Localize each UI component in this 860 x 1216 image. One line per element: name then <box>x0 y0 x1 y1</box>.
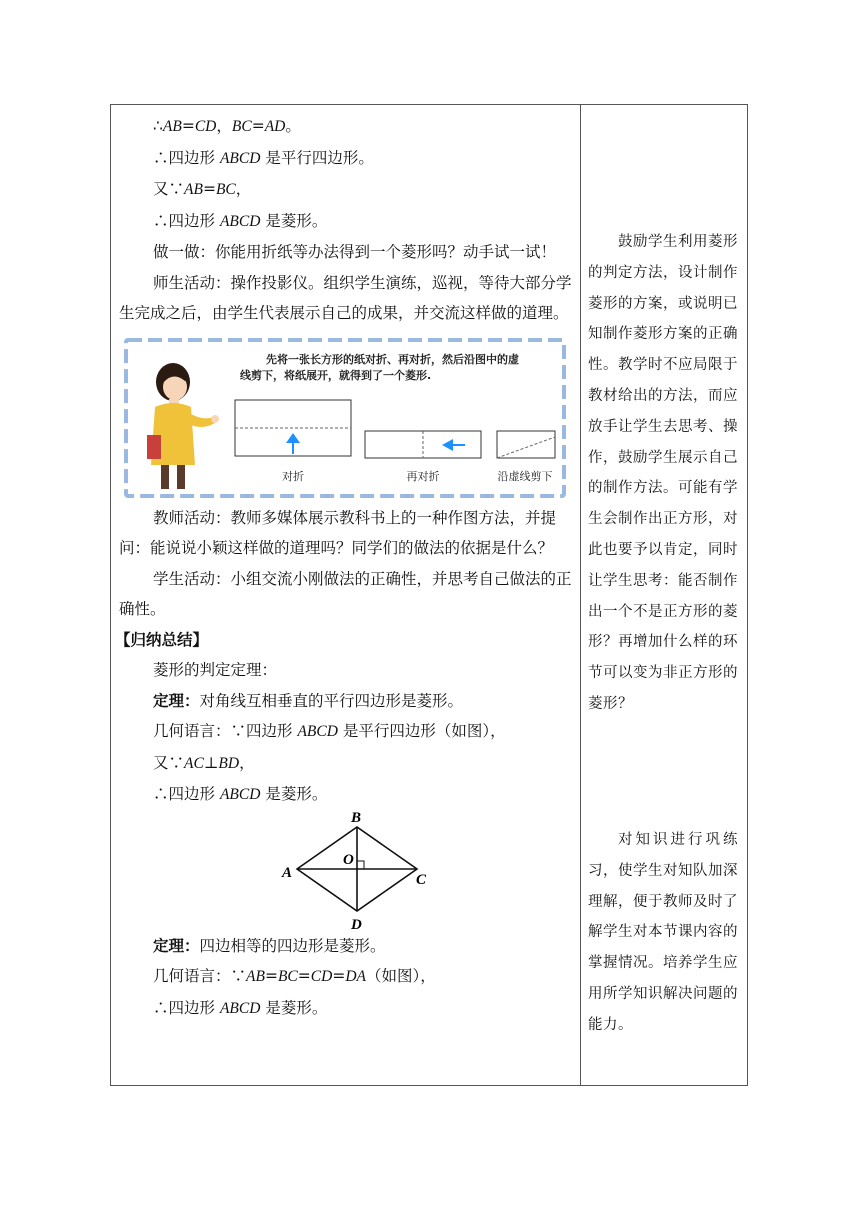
label-b: B <box>351 810 362 826</box>
teaching-note-2: 对知识进行巩练习，使学生对知队加深理解，便于教师及时了解学生对本节课内容的掌握情况。培养学生应用所学知识解决问题的能力。 <box>588 832 738 1033</box>
theorem2: 定理：四边相等的四边形是菱形。 <box>153 935 386 955</box>
label-d: D <box>351 916 362 931</box>
geometry-language-1: 几何语言：∵四边形 ABCD 是平行四边形（如图）， <box>153 722 506 740</box>
geometry-perpendicular: 又∵AC⊥BD， <box>153 753 255 772</box>
teaching-note-1: 鼓励学生利用菱形的判定方法，设计制作菱形的方案，或说明已知制作菱形方案的正确性。教学时不应局限于教材给出的方法，而应放手让学生去思考、操作，鼓励学生展示自己的制作方法。可能有学生会制作出正方形，对此也要予以肯定，同时让学生思考：能否制作出一个不是正方形的菱形？再增加什么样的环节可以变为非正方形的菱形？ <box>588 234 738 712</box>
rhombus-diagram <box>119 811 579 931</box>
folding-illustration <box>123 337 567 499</box>
activity-paragraph: 师生活动：操作投影仪。组织学生演练，巡视，等待大部分学生完成之后，由学生代表展示自己的成果，并交流这样做的道理。 <box>119 273 572 322</box>
line-ab-cd: ∴AB=CD，BC=AD。 <box>153 117 301 135</box>
teacher-activity: 教师活动：教师多媒体展示教科书上的一种作图方法，并提问：能说说小颖这样做的道理吗？同学们的做法的依据是什么？ <box>119 508 557 557</box>
line-rhombus: ∴四边形 ABCD 是菱形。 <box>153 211 328 230</box>
label-c: C <box>416 871 427 888</box>
label-a: A <box>282 864 293 881</box>
left-column <box>115 111 575 1024</box>
line-ab-bc: 又∵AB=BC， <box>153 180 252 198</box>
geometry-conclusion-2: ∴四边形 ABCD 是菱形。 <box>153 998 328 1017</box>
student-activity: 学生活动：小组交流小刚做法的正确性，并思考自己做法的正确性。 <box>119 569 572 618</box>
instruction-line1: 先将一张长方形的纸对折、再对折，然后沿图中的虚 <box>266 352 519 366</box>
label-o: O <box>343 851 354 868</box>
line-parallelogram: ∴四边形 ABCD 是平行四边形。 <box>153 148 374 167</box>
folding-figure <box>123 337 567 499</box>
rhombus-figure <box>119 811 579 931</box>
criteria-intro: 菱形的判定定理： <box>153 661 278 679</box>
step1-label: 对折 <box>282 469 304 483</box>
geometry-conclusion-1: ∴四边形 ABCD 是菱形。 <box>153 785 328 803</box>
lesson-table <box>110 104 748 1086</box>
instruction-line2: 线剪下，将纸展开，就得到了一个菱形. <box>240 368 432 382</box>
do-it-paragraph: 做一做：你能用折纸等办法得到一个菱形吗？动手试一试！ <box>153 243 557 261</box>
theorem1: 定理：对角线互相垂直的平行四边形是菱形。 <box>153 690 464 710</box>
step3-label: 沿虚线剪下 <box>497 469 553 483</box>
column-divider <box>580 105 581 1085</box>
summary-heading: 【归纳总结】 <box>115 629 209 649</box>
geometry-language-2: 几何语言：∵AB=BC=CD=DA（如图）， <box>153 967 436 985</box>
step2-label: 再对折 <box>406 469 440 483</box>
